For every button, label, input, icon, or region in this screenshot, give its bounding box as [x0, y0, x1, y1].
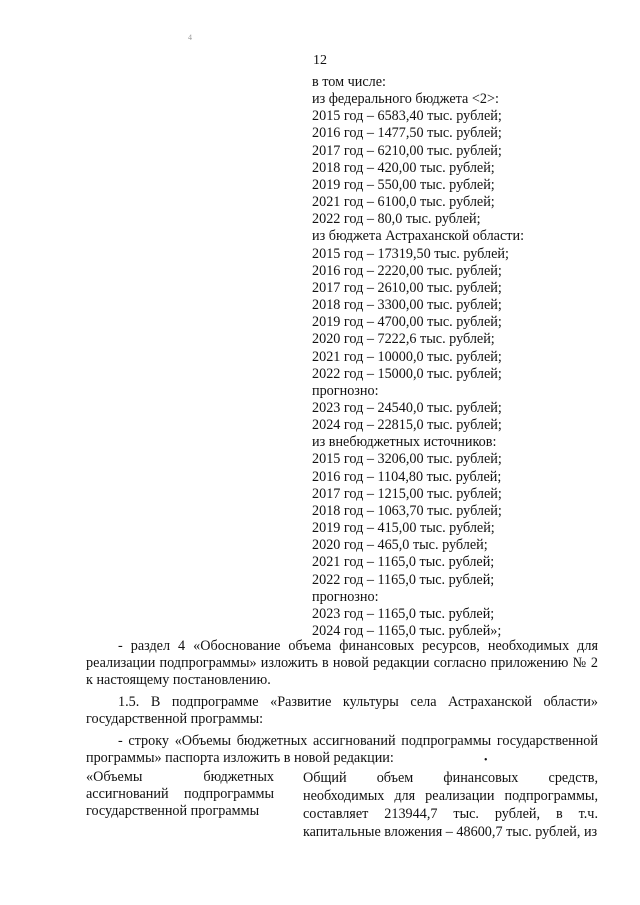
paragraph-section-4: - раздел 4 «Обоснование объема финансовых ресурсов, необходимых для реализации подпрограммы» изложить в новой редакции согласно приложению № 2 к настоящему постановлению.	[86, 638, 598, 689]
financing-line: 2022 год – 80,0 тыс. рублей;	[312, 211, 481, 228]
financing-line: 2015 год – 6583,40 тыс. рублей;	[312, 108, 502, 125]
financing-line: прогнозно:	[312, 588, 379, 605]
financing-line: 2015 год – 3206,00 тыс. рублей;	[312, 451, 502, 468]
financing-line: 2019 год – 415,00 тыс. рублей;	[312, 520, 495, 537]
financing-line: 2017 год – 6210,00 тыс. рублей;	[312, 142, 502, 159]
table-cell-label: «Объемы бюджетных ассигнований подпрограммы государственной программы	[86, 769, 274, 820]
financing-line: 2016 год – 2220,00 тыс. рублей;	[312, 262, 502, 279]
financing-line: 2021 год – 10000,0 тыс. рублей;	[312, 348, 502, 365]
financing-line: 2020 год – 7222,6 тыс. рублей;	[312, 331, 495, 348]
financing-line: 2023 год – 1165,0 тыс. рублей;	[312, 605, 495, 622]
financing-list	[312, 74, 524, 640]
financing-line: 2018 год – 1063,70 тыс. рублей;	[312, 502, 502, 519]
financing-line: 2021 год – 6100,0 тыс. рублей;	[312, 194, 495, 211]
financing-line: 2018 год – 420,00 тыс. рублей;	[312, 159, 495, 176]
table-cell-value: Общий объем финансовых средств, необходимых для реализации подпрограммы, составляет 213944,7 тыс. рублей, в т.ч. капитальные вложения – 48600,7 тыс. рублей, из	[303, 770, 598, 840]
financing-line: 2024 год – 22815,0 тыс. рублей;	[312, 417, 502, 434]
stray-mark: •	[484, 755, 488, 766]
financing-line: 2020 год – 465,0 тыс. рублей;	[312, 537, 488, 554]
financing-line: 2022 год – 15000,0 тыс. рублей;	[312, 365, 502, 382]
margin-mark: 4	[188, 33, 192, 42]
financing-line: прогнозно:	[312, 382, 379, 399]
financing-line: 2016 год – 1477,50 тыс. рублей;	[312, 125, 502, 142]
financing-line: 2023 год – 24540,0 тыс. рублей;	[312, 399, 502, 416]
financing-line: в том числе:	[312, 74, 386, 90]
financing-line: 2024 год – 1165,0 тыс. рублей»;	[312, 623, 502, 639]
financing-line: 2022 год – 1165,0 тыс. рублей;	[312, 571, 495, 588]
financing-line: 2015 год – 17319,50 тыс. рублей;	[312, 245, 509, 262]
financing-line: 2017 год – 2610,00 тыс. рублей;	[312, 279, 502, 296]
financing-line: 2018 год – 3300,00 тыс. рублей;	[312, 297, 502, 314]
paragraph-1-5: 1.5. В подпрограмме «Развитие культуры села Астраханской области» государственной программы:	[86, 694, 598, 728]
financing-line: 2019 год – 550,00 тыс. рублей;	[312, 176, 495, 193]
financing-line: 2017 год – 1215,00 тыс. рублей;	[312, 485, 502, 502]
financing-line: из бюджета Астраханской области:	[312, 228, 525, 245]
financing-line: из внебюджетных источников:	[312, 434, 497, 451]
financing-line: 2016 год – 1104,80 тыс. рублей;	[312, 468, 502, 485]
financing-line: 2021 год – 1165,0 тыс. рублей;	[312, 554, 495, 571]
paragraph-row-change: - строку «Объемы бюджетных ассигнований подпрограммы государственной программы» паспорта изложить в новой редакции:	[86, 733, 598, 767]
financing-line: из федерального бюджета <2>:	[312, 91, 499, 108]
page-number: 12	[313, 53, 327, 68]
financing-line: 2019 год – 4700,00 тыс. рублей;	[312, 314, 502, 331]
